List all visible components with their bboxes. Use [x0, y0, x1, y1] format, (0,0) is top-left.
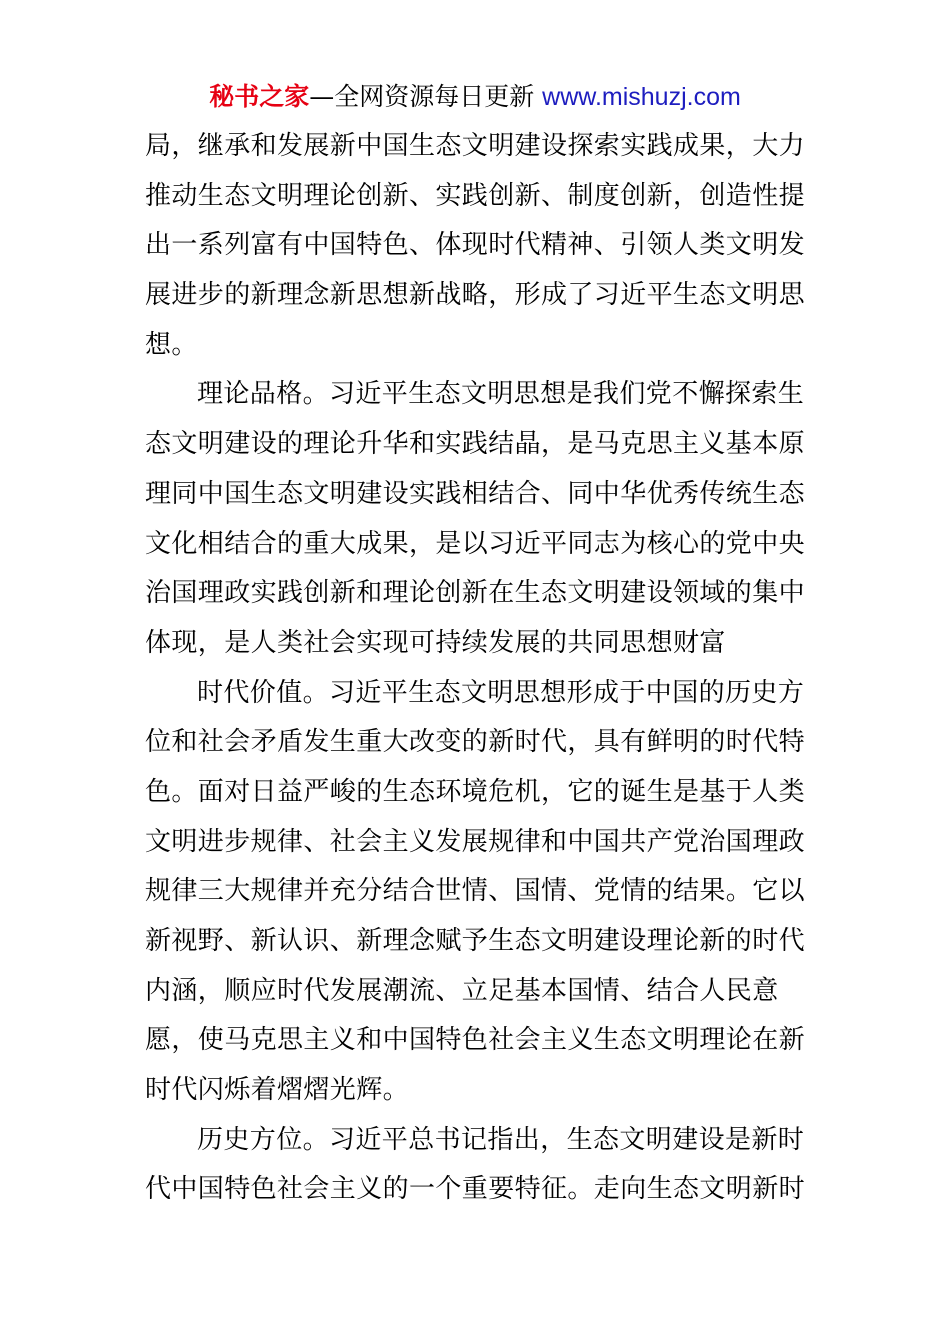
text-line: 文化相结合的重大成果，是以习近平同志为核心的党中央 — [145, 528, 806, 559]
text-line: 文明进步规律、社会主义发展规律和中国共产党治国理政 — [145, 826, 806, 857]
text-line: 规律三大规律并充分结合世情、国情、党情的结果。它以 — [145, 876, 806, 907]
document-body — [145, 122, 810, 1215]
text-line: 色。面对日益严峻的生态环境危机，它的诞生是基于人类 — [145, 776, 806, 807]
site-tagline: —全网资源每日更新 — [309, 82, 543, 111]
text-line: 出一系列富有中国特色、体现时代精神、引领人类文明发 — [145, 230, 806, 261]
site-header — [0, 80, 950, 114]
paragraph-start-line: 时代价值。习近平生态文明思想形成于中国的历史方 — [197, 677, 805, 708]
text-line: 愿，使马克思主义和中国特色社会主义生态文明理论在新 — [145, 1025, 806, 1056]
site-url-link[interactable]: www.mishuzj.com — [542, 83, 741, 111]
text-line: 新视野、新认识、新理念赋予生态文明建设理论新的时代 — [145, 926, 806, 956]
text-line: 态文明建设的理论升华和实践结晶，是马克思主义基本原 — [145, 429, 806, 460]
text-line: 位和社会矛盾发生重大改变的新时代，具有鲜明的时代特 — [145, 727, 806, 758]
paragraph-start-line: 历史方位。习近平总书记指出，生态文明建设是新时 — [197, 1124, 805, 1155]
text-line: 理同中国生态文明建设实践相结合、同中华优秀传统生态 — [145, 478, 806, 509]
text-line: 时代闪烁着熠熠光辉。 — [145, 1075, 410, 1106]
text-line: 展进步的新理念新思想新战略，形成了习近平生态文明思 — [145, 280, 806, 311]
site-brand: 秘书之家 — [209, 82, 310, 111]
text-line: 内涵，顺应时代发展潮流、立足基本国情、结合人民意 — [145, 975, 779, 1006]
text-line: 治国理政实践创新和理论创新在生态文明建设领域的集中 — [145, 578, 806, 609]
paragraph-start-line: 理论品格。习近平生态文明思想是我们党不懈探索生 — [197, 379, 805, 410]
text-line: 推动生态文明理论创新、实践创新、制度创新，创造性提 — [145, 180, 806, 211]
text-line: 代中国特色社会主义的一个重要特征。走向生态文明新时 — [145, 1174, 806, 1205]
text-line: 体现，是人类社会实现可持续发展的共同思想财富 — [145, 627, 726, 658]
text-line: 局，继承和发展新中国生态文明建设探索实践成果，大力 — [145, 131, 806, 161]
text-line: 想。 — [145, 329, 198, 360]
